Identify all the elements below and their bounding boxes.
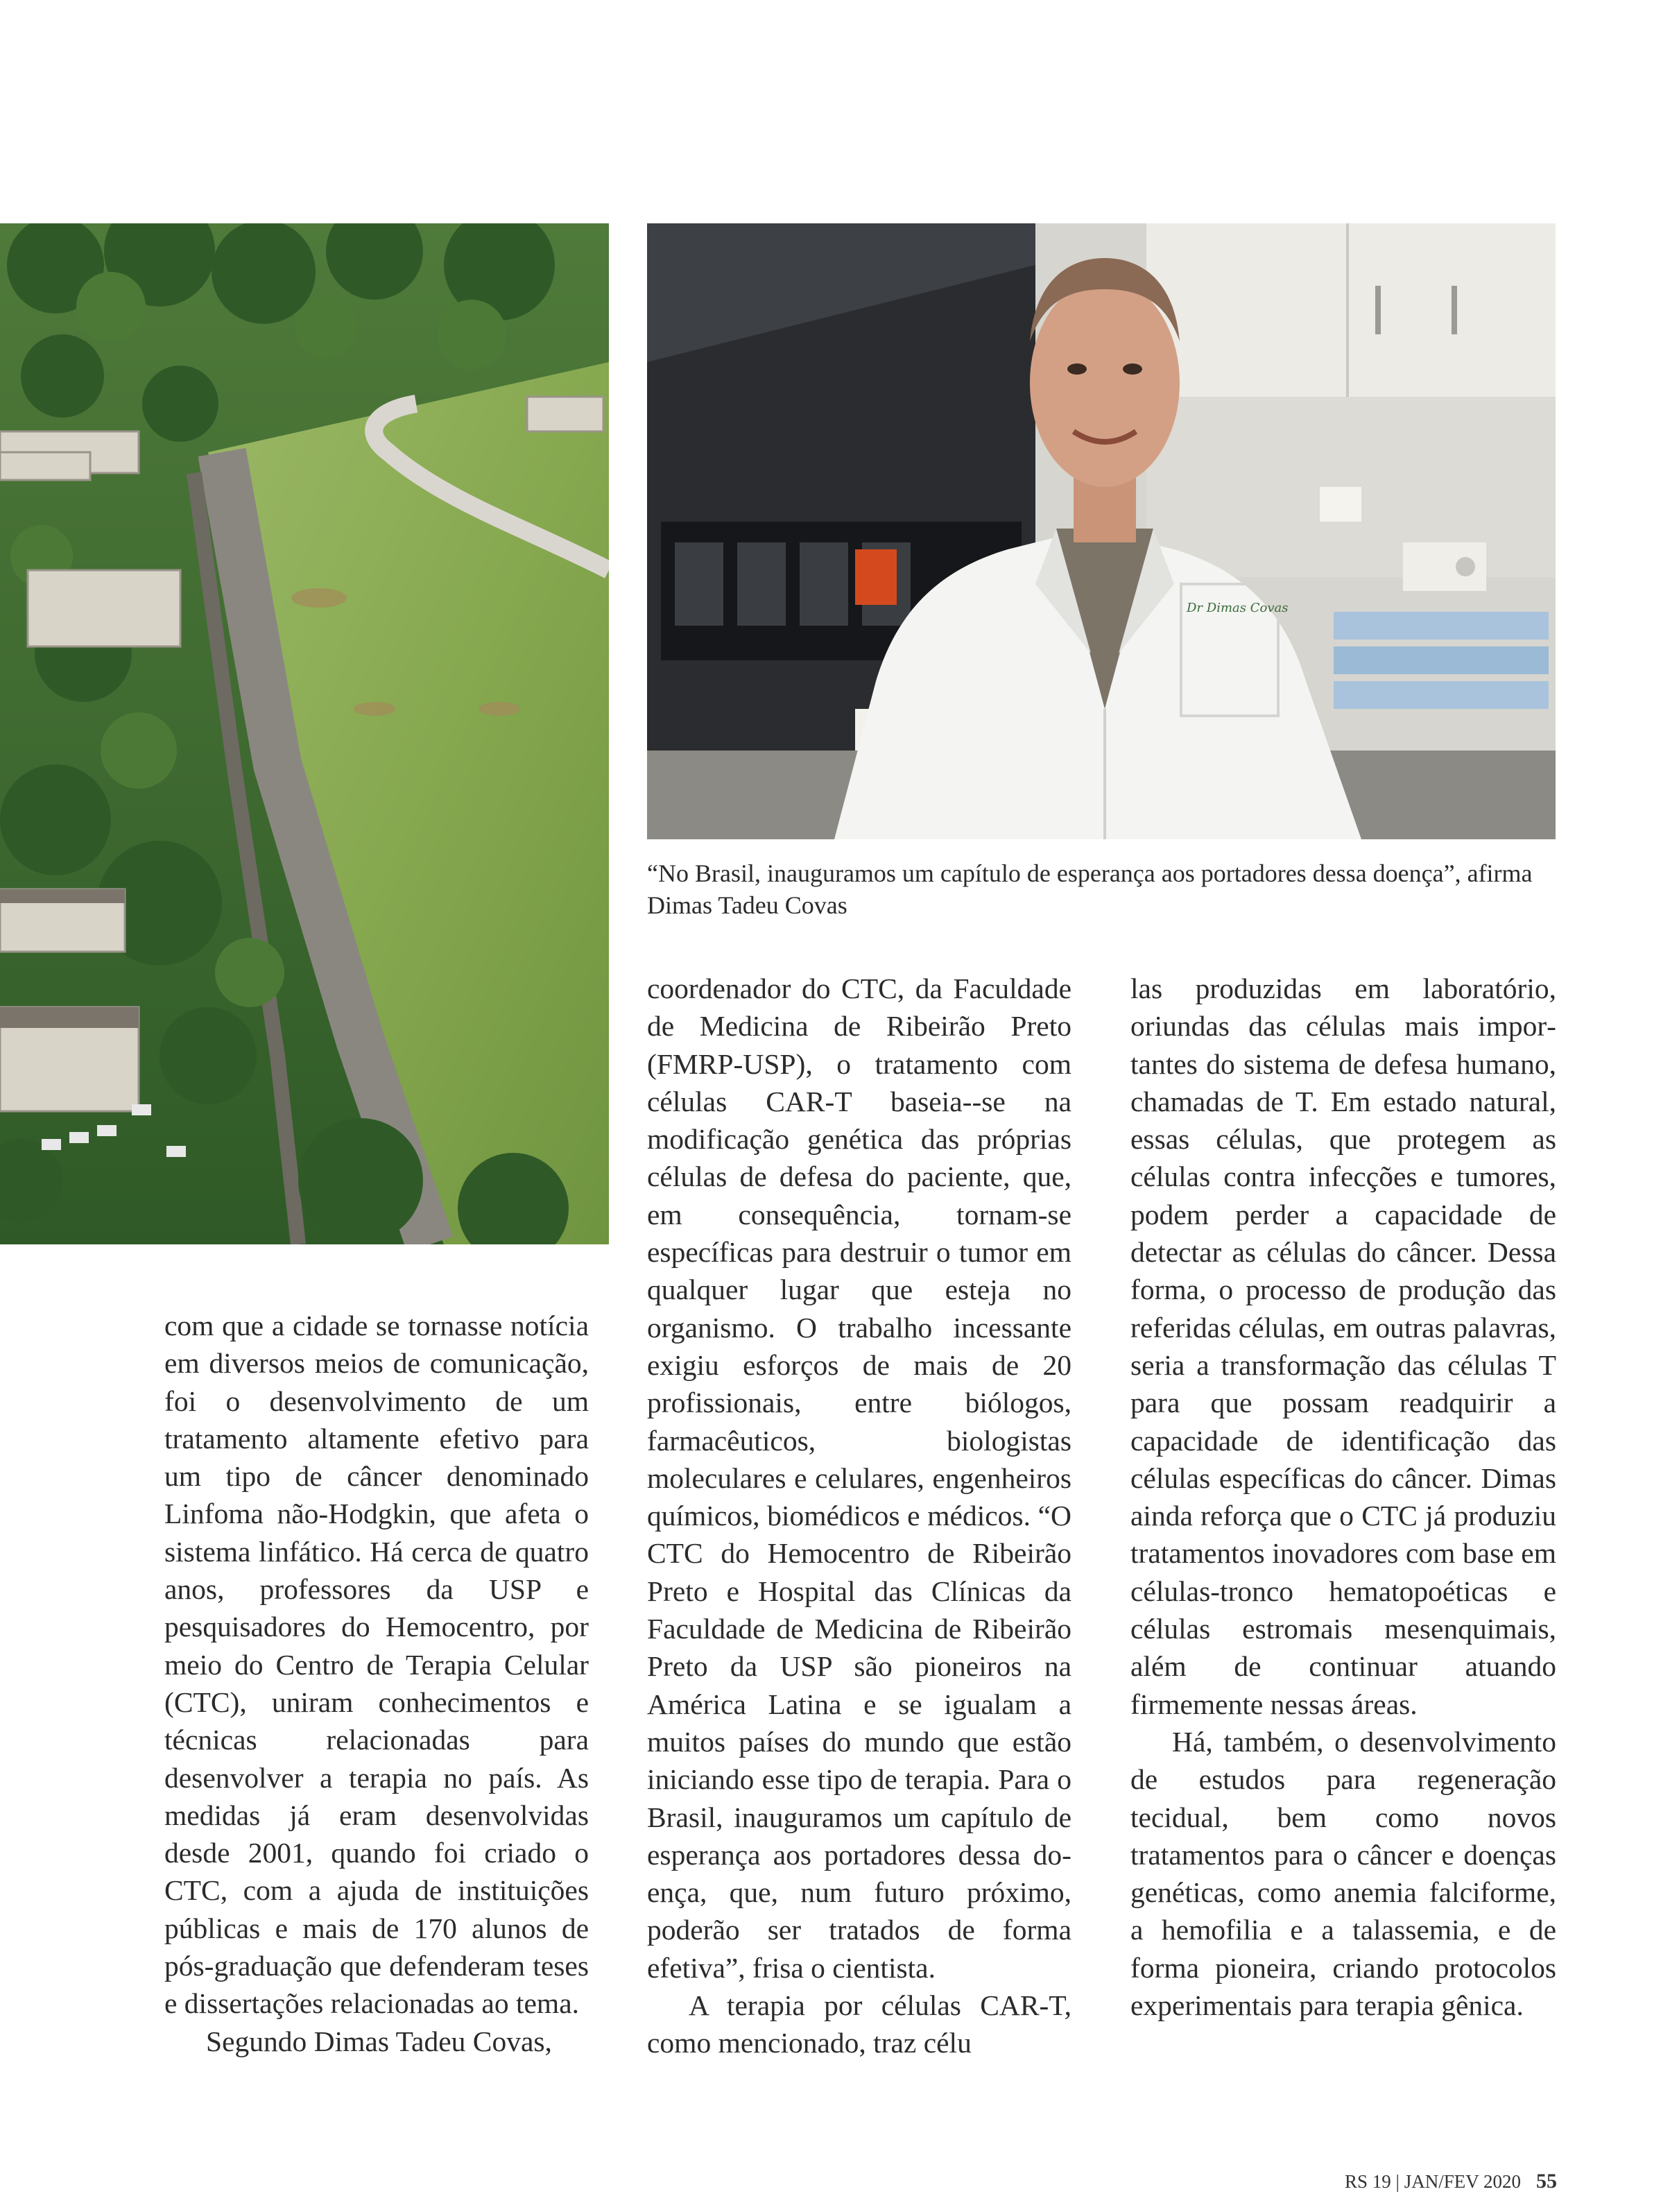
text-column-3 — [1130, 970, 1556, 2024]
paragraph: Há, também, o desenvolvimento de estudos para regeneração tecidual, bem como novos tratamentos para o câncer e doenças genéticas, como anemia falciforme, a hemofilia e a talassemia, e de forma pioneira, criando protocolos experimentais para terapia gênica. — [1130, 1725, 1556, 2022]
page-number: 55 — [1536, 2170, 1557, 2193]
page-footer — [1345, 2170, 1557, 2193]
aerial-photo-illustration — [0, 223, 609, 1244]
issue-label: RS 19 | JAN/FEV 2020 — [1345, 2171, 1521, 2192]
coat-embroidery-text: Dr Dimas Covas — [1187, 601, 1289, 615]
photo-caption: “No Brasil, inauguramos um capítulo de esperança aos portadores dessa doença”, afirma Dimas Tadeu Covas — [647, 859, 1533, 919]
paragraph: Segundo Dimas Tadeu Covas, — [206, 2025, 552, 2057]
text-column-2 — [647, 970, 1071, 2062]
portrait-photo-illustration — [647, 223, 1556, 839]
paragraph: com que a cidade se tornasse notícia em diversos meios de comunicação, foi o desenvolvimento de um tratamento altamente efetivo para um tipo de câncer denominado Linfoma não-Hodgkin, que afeta o sistema linfático. Há cerca de quatro anos, professores da USP e pesquisadores do Hemocentro, por meio do Centro de Terapia Celular (CTC), uniram conhecimentos e técnicas relacionadas para desenvolver a terapia no país. As medidas já eram desenvolvidas desde 2001, quando foi criado o CTC, com a ajuda de instituições públicas e mais de 170 alunos de pós-graduação que defenderam teses e dissertações relacionadas ao tema. — [164, 1310, 589, 2020]
paragraph: A terapia por células CAR-T, como mencionado, traz célu — [647, 1989, 1071, 2059]
aerial-photo — [0, 223, 609, 1244]
paragraph: coordenador do CTC, da Faculdade de Medicina de Ribeirão Preto (FMRP-USP), o tratamento com células CAR-T baseia--se na modificação genética das próprias células de defesa do paciente, que, em consequência, tornam-se específicas para destruir o tumor em qualquer lugar que esteja no organismo. O trabalho incessante exigiu esforços de mais de 20 profissionais, entre biólogos, farmacêuticos, biologistas moleculares e celulares, engenheiros químicos, biomédicos e médicos. “O CTC do Hemocentro de Ribeirão Preto e Hospital das Clínicas da Faculdade de Medicina de Ribeirão Preto da USP são pioneiros na América Latina e se igualam a muitos países do mundo que estão iniciando esse tipo de terapia. Para o Brasil, inauguramos um capítulo de esperança aos portadores dessa doença, que, num futuro próximo, poderão ser tratados de forma efetiva”, frisa o cientista. — [647, 972, 1071, 1984]
portrait-photo — [647, 223, 1556, 839]
paragraph: las produzidas em laboratório, oriundas das células mais importantes do sistema de defesa humano, chamadas de T. Em estado natural, essas células, que protegem as células contra infecções e tumores, podem perder a capacidade de detectar as células do câncer. Dessa forma, o processo de produção das referidas células, em outras palavras, seria a transformação das células T para que possam readquirir a capacidade de identificação das células específicas do câncer. Dimas ainda reforça que o CTC já produziu tratamentos inovadores com base em células-tronco hematopoéticas e células estromais mesenquimais, além de continuar atuando firmemente nessas áreas. — [1130, 972, 1556, 1720]
text-column-1 — [164, 1307, 589, 2060]
